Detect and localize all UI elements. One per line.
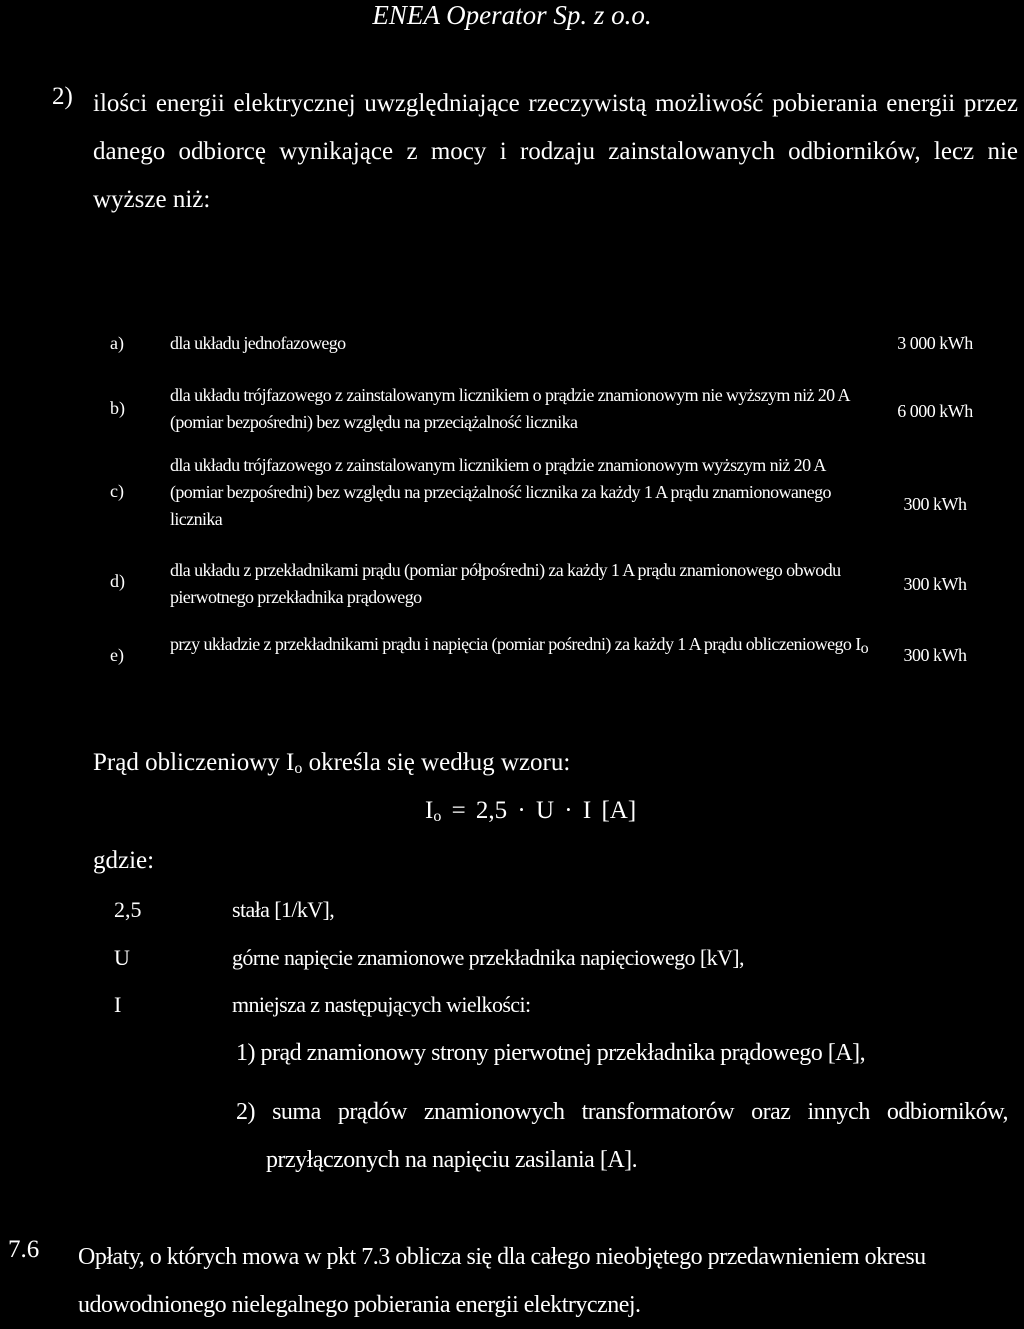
row-letter: d) [110,571,125,591]
row-description: dla układu trójfazowego z zainstalowanym licznikiem o prądzie znamionowym nie wyższym niż 20 A (pomiar bezpośredni) bez względu na przeciążalność licznika [170,385,849,432]
symbol: U [114,945,130,970]
document-header: ENEA Operator Sp. z o.o. [372,0,652,30]
section-number: 7.6 [8,1236,40,1263]
row-letter: a) [110,333,124,353]
option-2: 2) suma prądów znamionowych transformatorów oraz innych odbiorników, przyłączonych na napięciu zasilania [A]. [236,1099,1008,1173]
row-value: 300 kWh [903,645,967,665]
formula: Io = 2,5 · U · I [A] [425,797,637,825]
row-letter: e) [110,645,124,665]
item-text: ilości energii elektrycznej uwzględniające rzeczywistą możliwość pobierania energii przez danego odbiorcę wynikające z mocy i rodzaju zainstalowanych odbiorników, lecz nie wyższe niż: [93,90,1018,213]
item-number: 2) [52,83,73,110]
row-value: 300 kWh [903,574,967,594]
row-value: 6 000 kWh [897,401,973,421]
where-label: gdzie: [93,847,155,874]
row-value: 3 000 kWh [897,333,973,353]
row-letter: b) [110,398,125,418]
symbol: I [114,992,122,1017]
section-text: Opłaty, o których mowa w pkt 7.3 oblicza się dla całego nieobjętego przedawnieniem okresu udowodnionego nielegalnego pobierania energii elektrycznej. [78,1244,926,1318]
row-description: dla układu z przekładnikami prądu (pomiar półpośredni) za każdy 1 A prądu znamionowego obwodu pierwotnego przekładnika prądowego [170,560,841,607]
symbol: 2,5 [114,897,142,922]
symbol-description: górne napięcie znamionowe przekładnika napięciowego [kV], [232,945,744,970]
option-1: 1) prąd znamionowy strony pierwotnej przekładnika prądowego [A], [236,1040,866,1066]
formula-intro: Prąd obliczeniowy Io określa się według wzoru: [93,749,571,777]
symbol-description: stała [1/kV], [232,897,335,922]
row-description: dla układu jednofazowego [170,333,346,353]
row-value: 300 kWh [903,494,967,514]
row-letter: c) [110,481,124,501]
row-description: przy układzie z przekładnikami prądu i napięcia (pomiar pośredni) za każdy 1 A prądu obliczeniowego Io [170,634,869,657]
symbol-description: mniejsza z następujących wielkości: [232,992,531,1017]
row-description: dla układu trójfazowego z zainstalowanym licznikiem o prądzie znamionowym wyższym niż 20 A (pomiar bezpośredni) bez względu na przeciążalność licznika za każdy 1 A prądu znamionowanego licznika [170,455,831,529]
